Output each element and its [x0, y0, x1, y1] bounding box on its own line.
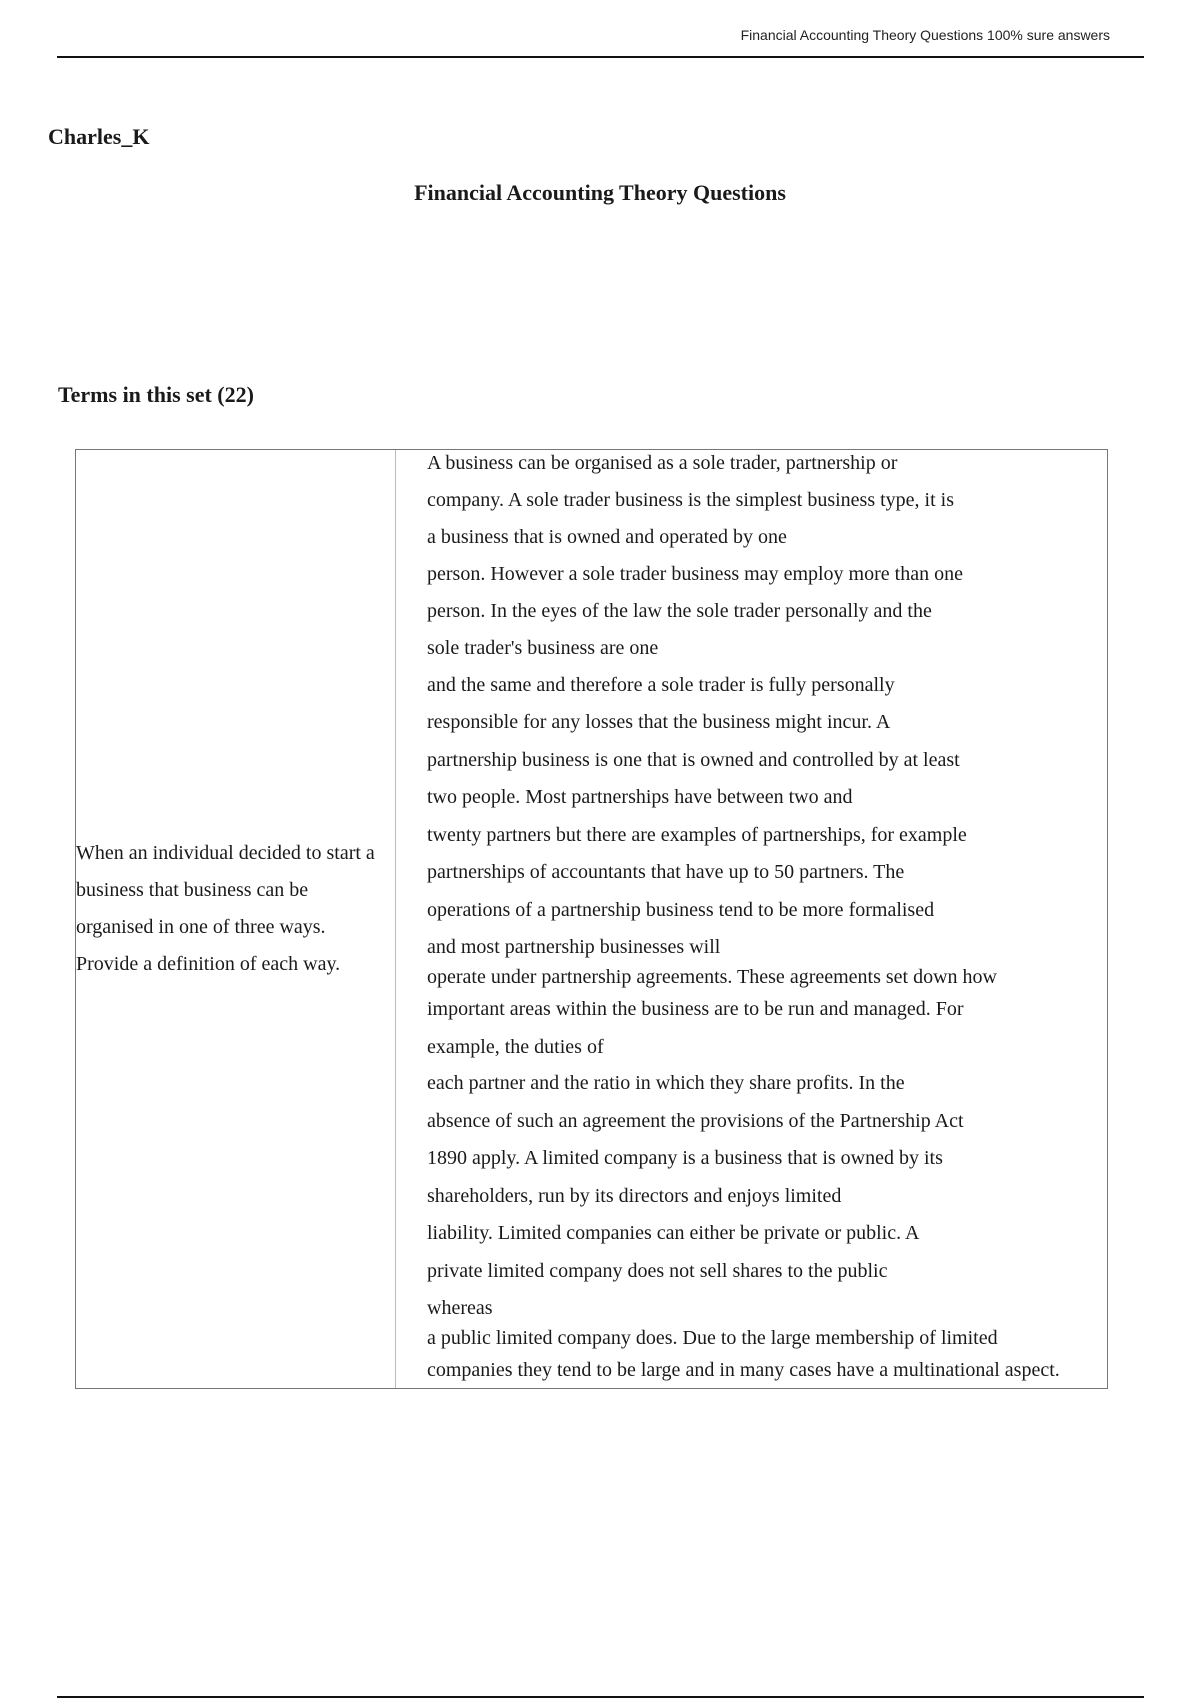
- definition-line: each partner and the ratio in which they share profits. In the: [427, 1072, 905, 1094]
- definition-line: person. However a sole trader business may employ more than one: [427, 563, 963, 585]
- definition-line: operations of a partnership business tend to be more formalised: [427, 899, 935, 921]
- definition-line: A business can be organised as a sole trader, partnership or: [427, 452, 898, 474]
- definition-line: company. A sole trader business is the simplest business type, it is: [427, 489, 954, 511]
- document-title: Financial Accounting Theory Questions: [414, 180, 786, 205]
- header-rule: [57, 56, 1144, 58]
- definition-line: person. In the eyes of the law the sole trader personally and the: [427, 600, 932, 622]
- author-name: Charles_K: [48, 124, 150, 149]
- definition-line: important areas within the business are to be run and managed. For: [427, 998, 964, 1020]
- definition-line: shareholders, run by its directors and enjoys limited: [427, 1185, 842, 1207]
- definition-line: sole trader's business are one: [427, 637, 659, 659]
- definition-line: and the same and therefore a sole trader is fully personally: [427, 674, 895, 696]
- definition-line: 1890 apply. A limited company is a business that is owned by its: [427, 1147, 943, 1169]
- definition-line: a business that is owned and operated by one: [427, 526, 787, 548]
- term-text: When an individual decided to start a business that business can be organised in one of three ways. Provide a definition of each way.: [76, 842, 375, 975]
- definition-line: partnerships of accountants that have up to 50 partners. The: [427, 861, 905, 883]
- definition-line: private limited company does not sell shares to the public: [427, 1260, 888, 1282]
- definition-line: two people. Most partnerships have between two and: [427, 786, 853, 808]
- running-header: Financial Accounting Theory Questions 100% sure answers: [740, 27, 1110, 43]
- footer-rule: [57, 1696, 1144, 1698]
- terms-set-heading: Terms in this set (22): [58, 382, 254, 407]
- definition-line: whereas: [427, 1297, 493, 1319]
- definition-line: operate under partnership agreements. These agreements set down how: [427, 966, 997, 988]
- definition-line: twenty partners but there are examples of partnerships, for example: [427, 824, 967, 846]
- flashcard-table: [75, 449, 1108, 1389]
- definition-line: a public limited company does. Due to the large membership of limited: [427, 1327, 998, 1349]
- definition-line: example, the duties of: [427, 1036, 604, 1058]
- definition-line: responsible for any losses that the business might incur. A: [427, 711, 891, 733]
- term-cell: [76, 450, 396, 1388]
- definition-line: partnership business is one that is owned and controlled by at least: [427, 749, 960, 771]
- definition-line: liability. Limited companies can either be private or public. A: [427, 1222, 920, 1244]
- definition-line: companies they tend to be large and in many cases have a multinational aspect.: [427, 1359, 1060, 1381]
- definition-line: and most partnership businesses will: [427, 936, 721, 958]
- definition-line: absence of such an agreement the provisions of the Partnership Act: [427, 1110, 964, 1132]
